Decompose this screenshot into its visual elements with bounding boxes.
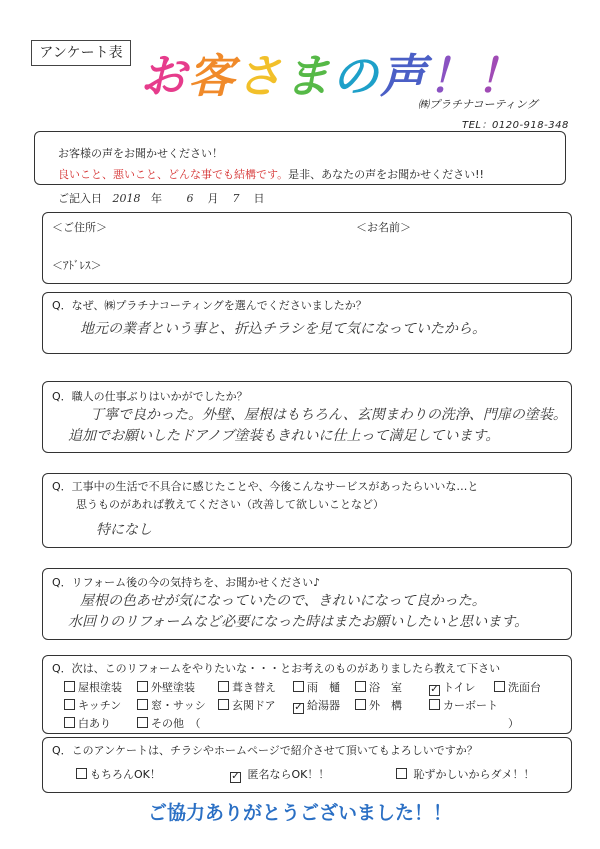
- option-anonymous-ok[interactable]: ✓ 匿名ならOK！！: [231, 768, 330, 782]
- checkbox[interactable]: [355, 699, 366, 710]
- checkbox[interactable]: [137, 699, 148, 710]
- intro-line1: お客様の声をお聞かせください！: [58, 147, 223, 160]
- checkbox[interactable]: [137, 717, 148, 728]
- date-month: 6: [186, 192, 194, 205]
- intro-line2-red: 良いこと、悪いこと、どんな事でも結構です。: [58, 168, 289, 181]
- option-gutter[interactable]: 雨 樋: [293, 679, 340, 695]
- option-reroofing[interactable]: 葺き替え: [218, 679, 276, 695]
- checkbox[interactable]: [64, 699, 75, 710]
- questionnaire-tag: アンケート表: [31, 40, 131, 66]
- entry-date: [58, 190, 264, 206]
- option-toilet[interactable]: ✓ トイレ: [430, 681, 476, 695]
- option-washbasin[interactable]: 洗面台: [494, 679, 541, 695]
- telephone: TEL：0120-918-348: [462, 120, 569, 131]
- checkbox-checked[interactable]: ✓: [231, 771, 240, 782]
- intro-line2: [58, 166, 484, 182]
- option-water-heater[interactable]: ✓ 給湯器: [294, 699, 340, 713]
- checkbox[interactable]: [64, 717, 75, 728]
- question-1: Q．なぜ、㈱プラチナコーティングを選んでくださいましたか？: [52, 299, 367, 312]
- company-name: ㈱プラチナコーティング: [418, 98, 538, 111]
- option-entrance-door[interactable]: 玄関ドア: [218, 697, 276, 713]
- checkbox[interactable]: [355, 681, 366, 692]
- option-exterior[interactable]: 外 構: [355, 697, 402, 713]
- option-carport[interactable]: カーボート: [429, 697, 498, 713]
- email-label: ＜ｱﾄﾞﾚｽ＞: [52, 259, 102, 272]
- checkbox[interactable]: [218, 699, 229, 710]
- checkbox[interactable]: [137, 681, 148, 692]
- answer-4-line2: 水回りのリフォームなど必要になった時はまたお願いしたいと思います。: [68, 614, 529, 630]
- option-other[interactable]: その他 （: [137, 715, 201, 731]
- checkbox-checked[interactable]: ✓: [294, 702, 303, 713]
- question-5: Q．次は、このリフォームをやりたいな・・・とお考えのものがありましたら教えて下さい: [52, 662, 501, 675]
- intro-line2-rest: 是非、あなたの声をお聞かせください!!: [288, 168, 484, 181]
- answer-1: 地元の業者という事と、折込チラシを見て気になっていたから。: [80, 321, 486, 337]
- checkbox[interactable]: [218, 681, 229, 692]
- checkbox[interactable]: [293, 681, 304, 692]
- checkbox[interactable]: [64, 681, 75, 692]
- page-title: お客さまの声！！: [140, 49, 524, 103]
- date-year: 2018: [112, 192, 141, 205]
- option-window-sash[interactable]: 窓・サッシ: [137, 697, 206, 713]
- option-termite[interactable]: 白あり: [64, 715, 111, 731]
- question-4: Q．リフォーム後の今の気持ちを、お聞かせください♪: [52, 576, 321, 589]
- option-other-close: ）: [508, 717, 519, 730]
- option-roof-painting[interactable]: 屋根塗装: [64, 679, 122, 695]
- answer-4-line1: 屋根の色あせが気になっていたので、きれいになって良かった。: [80, 593, 486, 609]
- year-unit: 年: [151, 192, 162, 205]
- thank-you-message: ご協力ありがとうございました！！: [147, 802, 452, 824]
- option-kitchen[interactable]: キッチン: [64, 697, 121, 713]
- question-6: Q．このアンケートは、チラシやホームページで紹介させて頂いてもよろしいですか？: [52, 744, 478, 757]
- address-label: ＜ご住所＞: [52, 221, 107, 234]
- question-3-line1: Q．工事中の生活で不具合に感じたことや、今後こんなサービスがあったらいいな…と: [52, 480, 479, 493]
- option-no[interactable]: 恥ずかしいからダメ！！: [396, 766, 535, 782]
- address-section: [42, 212, 572, 284]
- option-bathroom[interactable]: 浴 室: [355, 679, 402, 695]
- checkbox[interactable]: [396, 768, 407, 779]
- option-ok[interactable]: もちろんOK！: [76, 766, 161, 782]
- answer-2-line1: 丁寧で良かった。外壁、屋根はもちろん、玄関まわりの洗浄、門扉の塗装。: [90, 407, 567, 423]
- checkbox-checked[interactable]: ✓: [430, 684, 439, 695]
- checkbox[interactable]: [494, 681, 505, 692]
- checkbox[interactable]: [76, 768, 87, 779]
- day-unit: 日: [253, 192, 265, 205]
- month-unit: 月: [207, 192, 219, 205]
- answer-3: 特になし: [96, 522, 152, 538]
- name-label: ＜お名前＞: [356, 221, 411, 234]
- answer-2-line2: 追加でお願いしたドアノブ塗装もきれいに仕上って満足しています。: [68, 428, 500, 444]
- option-wall-painting[interactable]: 外壁塗装: [137, 679, 195, 695]
- date-label: ご記入日: [58, 192, 102, 205]
- question-2: Q．職人の仕事ぶりはいかがでしたか？: [52, 390, 248, 403]
- question-3-line2: 思うものがあれば教えてください（改善して欲しいことなど）: [76, 498, 384, 511]
- checkbox[interactable]: [429, 699, 440, 710]
- date-day: 7: [232, 192, 240, 205]
